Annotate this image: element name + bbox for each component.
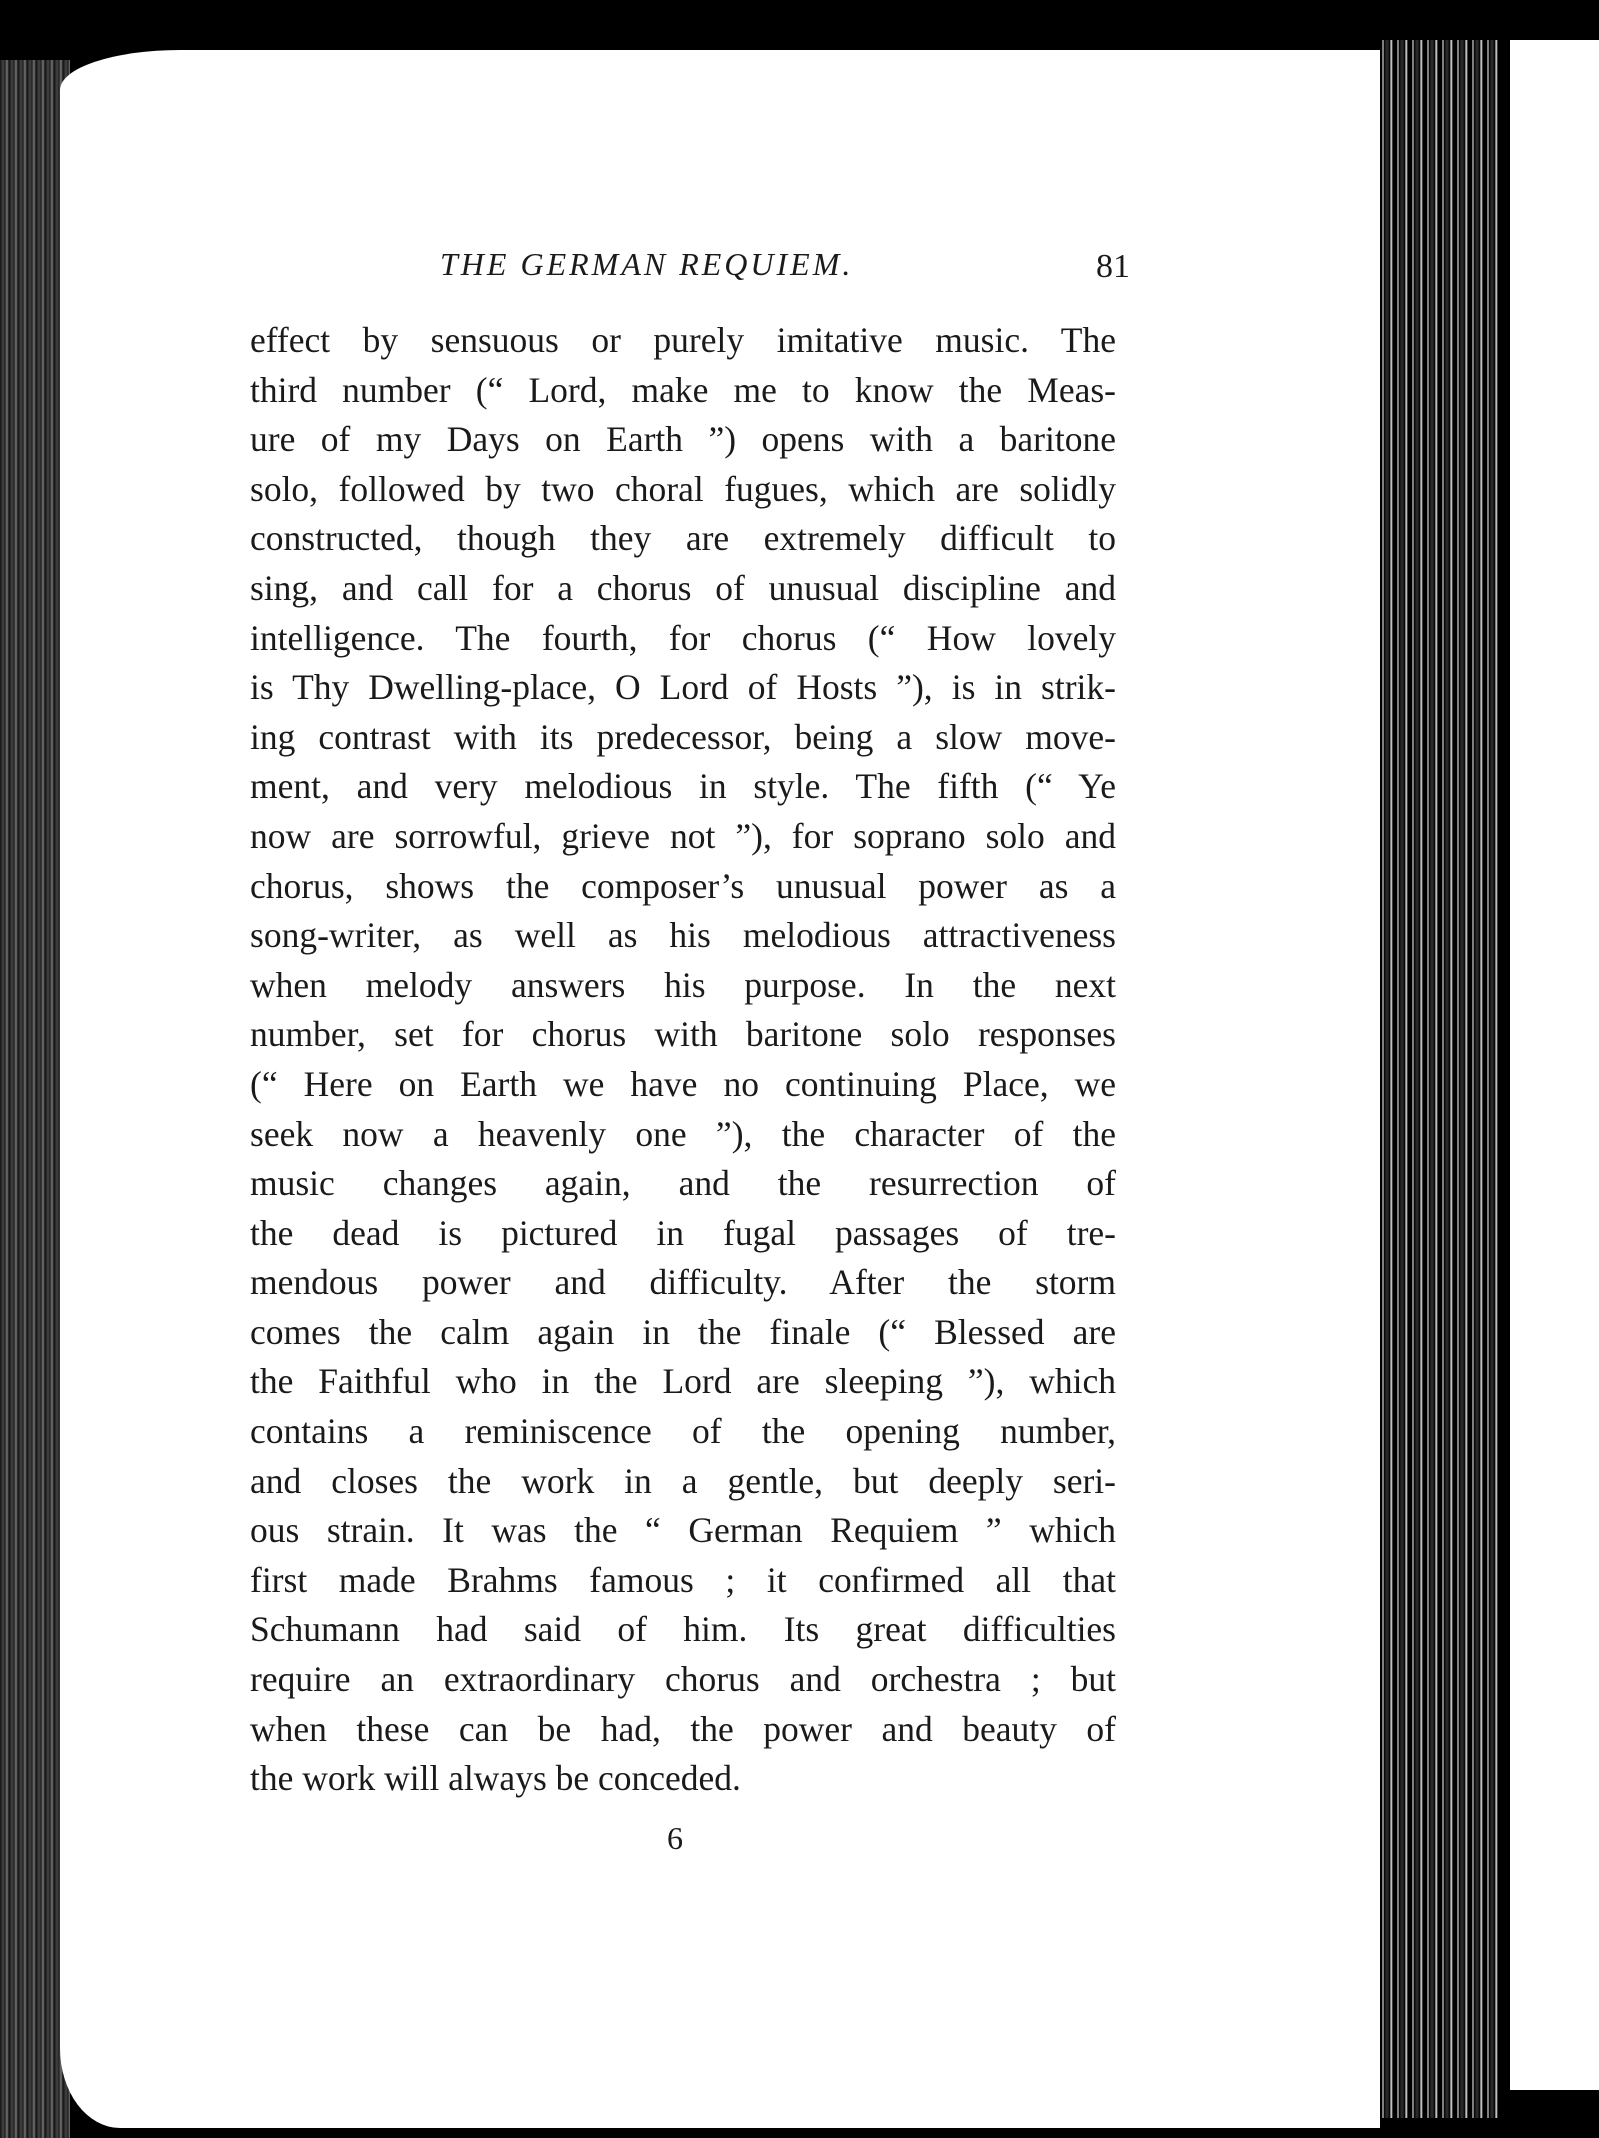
signature-mark: 6 <box>667 1820 683 1856</box>
text-line: effect by sensuous or purely imitative music. The <box>250 320 1116 360</box>
text-line: comes the calm again in the finale (“ Blessed are <box>250 1311 1116 1352</box>
text-line: the work will always be conceded. <box>250 1758 741 1799</box>
text-line: third number (“ Lord, make me to know the Meas- <box>250 369 1116 410</box>
running-head <box>250 246 1130 286</box>
text-line: solo, followed by two choral fugues, which are solidly <box>250 468 1116 509</box>
text-line: music changes again, and the resurrection of <box>250 1163 1116 1204</box>
text-line: sing, and call for a chorus of unusual discipline and <box>250 567 1116 608</box>
text-line: constructed, though they are extremely difficult to <box>250 518 1116 559</box>
text-line: seek now a heavenly one ”), the character of the <box>250 1113 1116 1154</box>
page-number: 81 <box>1096 248 1130 285</box>
text-line: first made Brahms famous ; it confirmed all that <box>250 1559 1116 1600</box>
text-line: and closes the work in a gentle, but deeply seri- <box>250 1460 1116 1501</box>
text-line: is Thy Dwelling-place, O Lord of Hosts ”), is in strik- <box>250 667 1116 708</box>
text-line: song-writer, as well as his melodious attractiveness <box>250 915 1116 956</box>
text-line: intelligence. The fourth, for chorus (“ How lovely <box>250 617 1116 658</box>
text-line: Schumann had said of him. Its great difficulties <box>250 1609 1116 1650</box>
text-line: (“ Here on Earth we have no continuing Place, we <box>250 1063 1116 1104</box>
text-line: ment, and very melodious in style. The fifth (“ Ye <box>250 766 1116 807</box>
text-line: number, set for chorus with baritone solo responses <box>250 1014 1116 1055</box>
book-page-edges <box>1378 40 1498 2118</box>
text-line: the dead is pictured in fugal passages of tre- <box>250 1212 1116 1253</box>
text-line: when these can be had, the power and beauty of <box>250 1708 1116 1749</box>
text-line: ure of my Days on Earth ”) opens with a baritone <box>250 419 1116 460</box>
text-line: mendous power and difficulty. After the storm <box>250 1262 1116 1303</box>
text-line: ous strain. It was the “ German Requiem ” which <box>250 1510 1116 1551</box>
text-line: require an extraordinary chorus and orchestra ; but <box>250 1659 1116 1700</box>
text-line: the Faithful who in the Lord are sleeping ”), which <box>250 1361 1116 1402</box>
text-line: ing contrast with its predecessor, being a slow move- <box>250 716 1116 757</box>
text-line: now are sorrowful, grieve not ”), for soprano solo and <box>250 815 1116 856</box>
text-line: when melody answers his purpose. In the next <box>250 964 1116 1005</box>
text-line: chorus, shows the composer’s unusual power as a <box>250 865 1116 906</box>
scan-right-margin <box>1510 40 1599 2090</box>
running-title: THE GERMAN REQUIEM. <box>440 246 854 282</box>
text-line: contains a reminiscence of the opening number, <box>250 1411 1116 1452</box>
body-text <box>250 316 1116 1804</box>
